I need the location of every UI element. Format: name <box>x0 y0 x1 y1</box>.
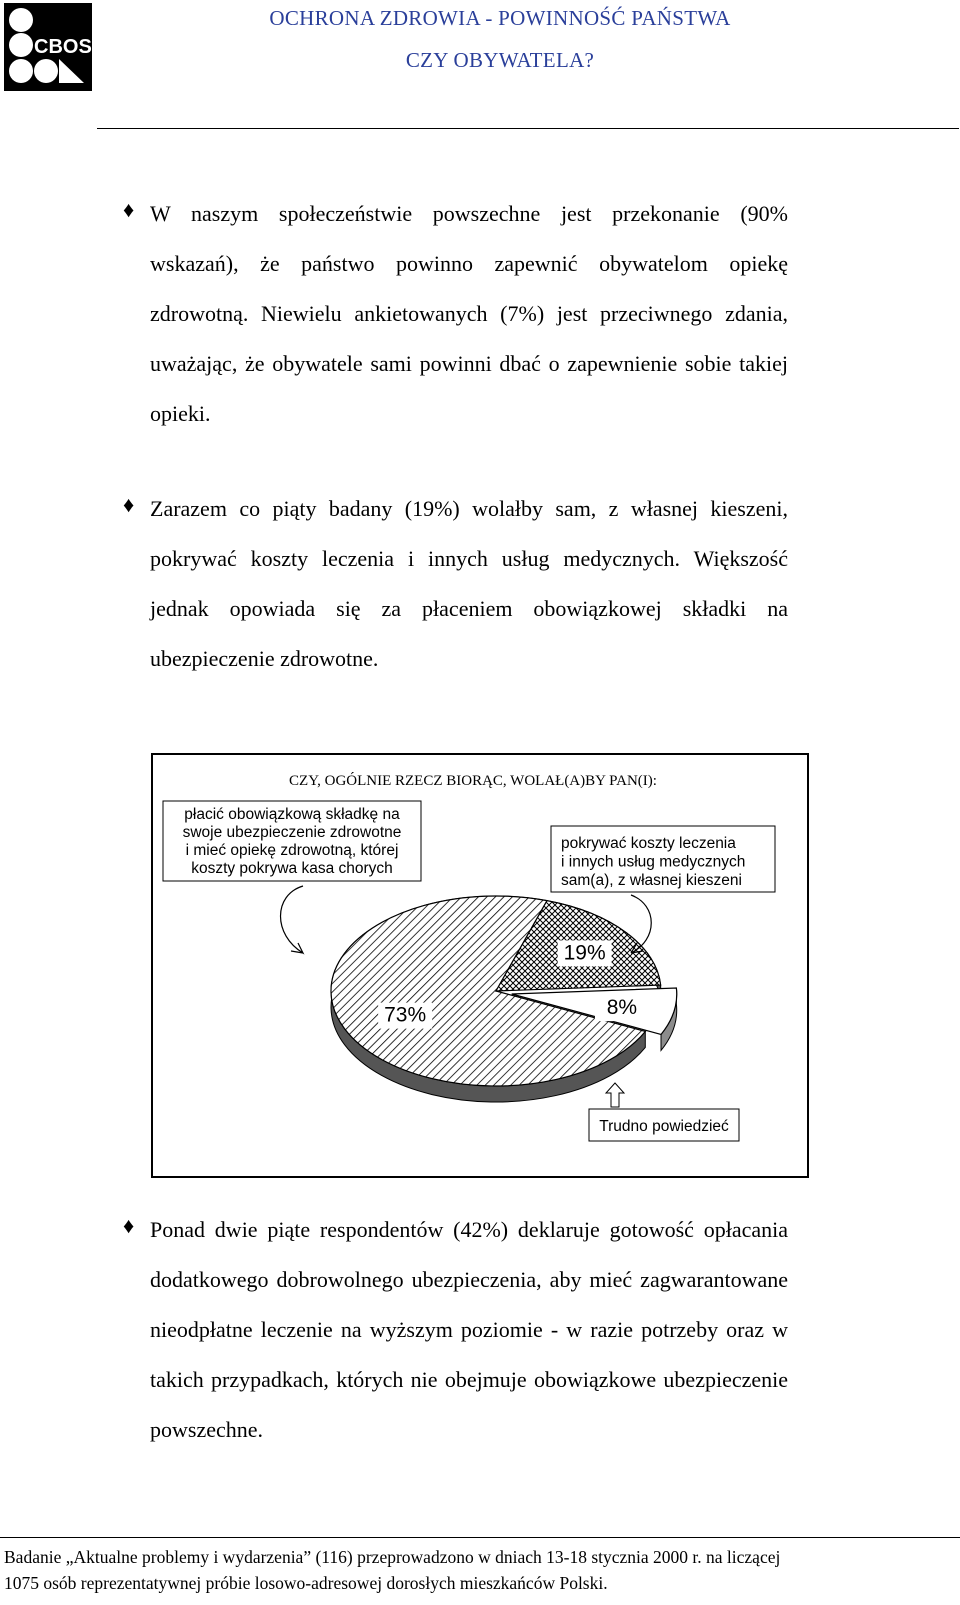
document-title-line-1: OCHRONA ZDROWIA - POWINNOŚĆ PAŃSTWA <box>269 6 731 30</box>
label-dont-know <box>599 1118 729 1135</box>
category-label-line: sam(a), z własnej kieszeni <box>561 872 742 889</box>
category-label-line: i mieć opiekę zdrowotną, której <box>185 842 399 859</box>
value-label: 8% <box>606 996 638 1020</box>
category-label-line: i innych usług medycznych <box>561 853 746 871</box>
cbos-logo <box>4 3 92 91</box>
arrow-up-icon <box>606 1083 624 1107</box>
paragraph-2: Zarazem co piąty badany (19%) wolałby sam, z własnej kieszeni, pokrywać koszty leczenia i innych usług medycznych. Większość jednak opowiada się za płaceniem obowiązkowej składki na ubezpieczenie zdrowotne. <box>150 496 788 671</box>
chart-title: CZY, OGÓLNIE RZECZ BIORĄC, WOLAŁ(A)BY PAN(I): <box>289 773 657 789</box>
bullet-icon: ♦ <box>123 197 135 222</box>
category-label-line: pokrywać koszty leczenia <box>561 835 736 852</box>
paragraph-3: Ponad dwie piąte respondentów (42%) deklaruje gotowość opłacania dodatkowego dobrowolnego ubezpieczenia, aby mieć zagwarantowane nieodpłatne leczenie na wyższym poziomie - w razie potrzeby oraz w takich przypadkach, których nie obejmuje obowiązkowe ubezpieczenie powszechne. <box>150 1217 788 1442</box>
footer-note-line-2: 1075 osób reprezentatywnej próbie losowo-adresowej dorosłych mieszkańców Polski. <box>4 1573 608 1593</box>
category-label-line: płacić obowiązkową składkę na <box>184 806 400 823</box>
arrow-left-icon <box>281 886 304 953</box>
label-own-pocket <box>561 835 745 889</box>
paragraph-1: W naszym społeczeństwie powszechne jest przekonanie (90% wskazań), że państwo powinno zapewnić obywatelom opiekę zdrowotną. Niewielu ankietowanych (7%) jest przeciwnego zdania, uważając, że obywatele sami powinni dbać o zapewnienie sobie takiej opieki. <box>150 201 788 426</box>
footer-note-line-1: Badanie „Aktualne problemy i wydarzenia” (116) przeprowadzono w dniach 13-18 stycznia 2000 r. na liczącej <box>4 1547 781 1567</box>
label-mandatory-insurance <box>183 806 402 877</box>
value-label: 73% <box>384 1003 427 1027</box>
pie-chart-panel <box>151 753 809 1178</box>
document-title-line-2: CZY OBYWATELA? <box>405 48 595 72</box>
pie-chart <box>153 755 807 1176</box>
category-label-line: koszty pokrywa kasa chorych <box>191 860 393 877</box>
header-divider <box>97 128 959 129</box>
category-label-line: swoje ubezpieczenie zdrowotne <box>182 824 402 841</box>
bullet-icon: ♦ <box>123 1213 135 1238</box>
bullet-icon: ♦ <box>123 492 135 517</box>
category-label-line: Trudno powiedzieć <box>599 1118 729 1135</box>
footer-divider <box>0 1537 960 1538</box>
value-label: 19% <box>563 941 606 965</box>
logo-text: CBOS <box>34 36 92 58</box>
